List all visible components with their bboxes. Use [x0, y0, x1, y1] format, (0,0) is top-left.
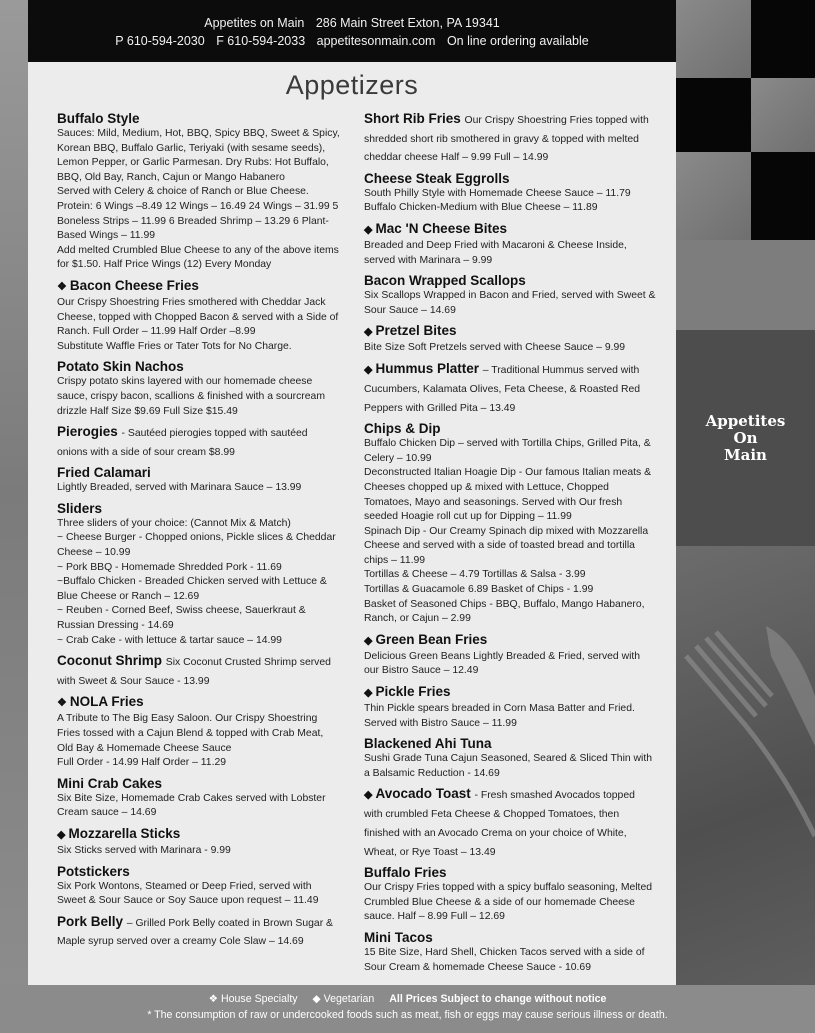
menu-item-description: Sauces: Mild, Medium, Hot, BBQ, Spicy BBQ, Sweet & Spicy, Korean BBQ, Buffalo Garlic, Teriyaki (with sesame seeds), Lemon Pepper, or Garlic Parmesan. Dry Rubs: Hot Buffalo, BBQ, Old Bay, Ranch, Cajun or Mango Habanero Served with Celery & choice of Ranch or Blue Cheese. Protein: 6 Wings –8.49 12 Wings – 16.49 24 Wings – 31.99 5 Boneless Strips – 11.99 6 Breaded Shrimp – 13.29 6 Plant-Based Wings – 11.99 Add melted Crumbled Blue Cheese to any of the above items for $1.50. Half Price Wings (12) Every Monday	[57, 128, 340, 271]
menu-item-description: Sushi Grade Tuna Cajun Seasoned, Seared & Sliced Thin with a Balsamic Reduction - 14.69	[364, 753, 653, 779]
menu-item	[364, 272, 656, 318]
house-specialty-icon: ❖	[57, 280, 67, 293]
decor-square	[751, 0, 815, 78]
menu-item-description: A Tribute to The Big Easy Saloon. Our Crispy Shoestring Fries tossed with a Cajun Blend & topped with Crab Meat, Old Bay & Homemade Cheese Sauce Full Order - 14.99 Half Order – 11.29	[57, 713, 324, 769]
menu-item-description: Six Scallops Wrapped in Bacon and Fried, served with Sweet & Sour Sauce – 14.69	[364, 290, 656, 316]
menu-item-description: Thin Pickle spears breaded in Corn Masa Batter and Fried. Served with Bistro Sauce – 11.99	[364, 703, 635, 729]
menu-item-heading	[57, 775, 340, 792]
menu-item-name: Green Bean Fries	[375, 631, 488, 647]
menu-item-description: – Traditional Hummus served with Cucumbers, Kalamata Olives, Feta Cheese, & Roasted Red Peppers with Grilled Pita – 13.49	[364, 364, 641, 414]
menu-item-name: Mac 'N Cheese Bites	[375, 220, 507, 236]
menu-item	[57, 775, 340, 821]
menu-item-name: Chips & Dip	[364, 421, 441, 437]
menu-item-name: Avocado Toast	[375, 786, 471, 802]
menu-item-description: Delicious Green Beans Lightly Breaded & Fried, served with our Bistro Sauce – 12.49	[364, 650, 641, 677]
menu-item-name: Mini Tacos	[364, 929, 433, 945]
menu-item-description: Six Sticks served with Marinara - 9.99	[57, 844, 231, 856]
menu-item-description: Our Crispy Shoestring Fries smothered with Cheddar Jack Cheese, topped with Chopped Bacon & served with a Side of Ranch. Full Order – 11.99 Half Order –8.99 Substitute Waffle Fries or Tater Tots for No Charge.	[57, 296, 339, 352]
menu-item-name: NOLA Fries	[69, 694, 144, 710]
decor-square	[676, 152, 751, 240]
vegetarian-icon: ◆	[364, 326, 373, 339]
fork-knife-icon	[676, 546, 815, 985]
menu-item-heading	[364, 420, 656, 437]
menu-item-description: Buffalo Chicken Dip – served with Tortilla Chips, Grilled Pita, & Celery – 10.99 Deconstructed Italian Hoagie Dip - Our famous Italian meats & Cheeses chopped up & mixed with Lettuce, Chopped Tomatoes, Mayo and seasonings. Served with Our fresh seeded Hoagie roll cut up for Dipping – 11.99 Spinach Dip - Our Creamy Spinach dip mixed with Mozzarella Cheese and served with a side of toasted bread and tortilla chips – 11.99 Tortillas & Cheese – 4.79 Tortillas & Salsa - 3.99 Tortillas & Guacamole 6.89 Basket of Chips - 1.99 Basket of Seasoned Chips - BBQ, Buffalo, Mango Habanero, Ranch, or Cajun – 2.99	[364, 438, 652, 625]
menu-item-heading	[364, 272, 656, 289]
menu-item-name: Buffalo Style	[57, 111, 140, 126]
menu-item-heading	[57, 277, 340, 296]
menu-item	[364, 631, 656, 679]
menu-item-heading	[57, 464, 340, 481]
left-column	[57, 110, 340, 954]
phone-number: P 610-594-2030	[115, 34, 205, 48]
menu-item-name: Blackened Ahi Tuna	[364, 736, 492, 752]
menu-item-description: Six Pork Wontons, Steamed or Deep Fried, served with Sweet & Sour Sauce or Soy Sauce upon request – 11.49	[57, 880, 319, 907]
menu-item	[57, 423, 340, 460]
vegetarian-icon: ◆	[364, 223, 373, 236]
decor-square	[751, 152, 815, 240]
decor-square	[676, 0, 751, 78]
menu-item-name: Coconut Shrimp	[57, 653, 162, 669]
menu-item	[364, 864, 656, 925]
menu-item	[364, 683, 656, 731]
decor-square	[751, 78, 815, 152]
menu-item	[364, 735, 656, 781]
menu-item-heading	[57, 825, 340, 844]
menu-item-name: Cheese Steak Eggrolls	[364, 170, 510, 186]
menu-item-name: Fried Calamari	[57, 465, 151, 481]
vegetarian-icon: ◆	[364, 363, 373, 376]
menu-item-heading	[364, 631, 656, 650]
menu-item-heading	[364, 929, 656, 946]
menu-item	[57, 693, 340, 770]
restaurant-header	[28, 0, 676, 62]
brand-block	[676, 330, 815, 546]
menu-item	[57, 358, 340, 419]
menu-item	[57, 863, 340, 909]
menu-item	[57, 110, 340, 273]
menu-item-heading	[57, 863, 340, 880]
left-margin-texture	[0, 0, 28, 985]
menu-item-description: South Philly Style with Homemade Cheese Sauce – 11.79 Buffalo Chicken-Medium with Blue Cheese – 11.89	[364, 187, 631, 214]
menu-item	[57, 277, 340, 354]
menu-item-description: – Grilled Pork Belly coated in Brown Sugar & Maple syrup served over a creamy Cole Slaw – 14.69	[57, 917, 333, 948]
menu-item-name: Pickle Fries	[375, 684, 451, 700]
menu-item-heading	[57, 423, 340, 460]
menu-item-name: Potato Skin Nachos	[57, 359, 184, 375]
menu-item	[364, 220, 656, 268]
menu-footer	[0, 985, 815, 1033]
menu-item-heading	[364, 360, 656, 416]
section-title: Appetizers	[285, 70, 419, 100]
menu-item	[364, 170, 656, 216]
menu-item-name: Mozzarella Sticks	[68, 825, 181, 841]
menu-item-heading	[364, 735, 656, 752]
menu-item-heading	[364, 110, 656, 166]
menu-item-heading	[364, 322, 656, 341]
house-specialty-legend: ❖ House Specialty	[208, 993, 298, 1005]
menu-item-description: - Sautéed pierogies topped with sautéed onions with a side of sour cream $8.99	[57, 428, 308, 458]
menu-item-heading	[57, 652, 340, 689]
menu-item-name: Potstickers	[57, 863, 130, 879]
menu-item-description: Three sliders of your choice: (Cannot Mix & Match) ~ Cheese Burger - Chopped onions, Pickle slices & Cheddar Cheese – 10.99 ~ Pork BBQ - Homemade Shredded Pork - 11.69 ~Buffalo Chicken - Breaded Chicken served with Lettuce & Blue Cheese or Ranch – 12.69 ~ Reuben - Corned Beef, Swiss cheese, Sauerkraut & Russian Dressing - 14.69 ~ Crab Cake - with lettuce & tartar sauce – 14.99	[57, 517, 336, 646]
menu-item	[57, 652, 340, 689]
menu-item-description: - Fresh smashed Avocados topped with crumbled Feta Cheese & Chopped Tomatoes, then finished with an Avocado Crema on your choice of White, Wheat, or Rye Toast – 13.49	[364, 790, 635, 858]
vegetarian-icon: ◆	[57, 828, 66, 841]
menu-item-name: Pork Belly	[57, 913, 124, 929]
menu-item-description: Breaded and Deep Fried with Macaroni & Cheese Inside, served with Marinara – 9.99	[364, 239, 627, 266]
brand-logo-text: Appetites On Main	[705, 411, 786, 464]
house-specialty-icon: ❖	[57, 697, 67, 710]
menu-item-name: Sliders	[57, 500, 103, 516]
menu-item-heading	[364, 170, 656, 187]
vegetarian-icon: ◆	[364, 634, 373, 647]
menu-panel	[28, 62, 676, 985]
menu-item-description: 15 Bite Size, Hard Shell, Chicken Tacos served with a side of Sour Cream & homemade Cheese Sauce - 10.69	[364, 946, 645, 973]
menu-item-heading	[364, 785, 656, 860]
restaurant-address: 286 Main Street Exton, PA 19341	[315, 16, 500, 30]
menu-item-description: Six Coconut Crusted Shrimp served with Sweet & Sour Sauce - 13.99	[57, 657, 331, 687]
menu-item-name: Pretzel Bites	[375, 323, 457, 339]
online-ordering-note: On line ordering available	[446, 34, 589, 48]
menu-item	[364, 929, 656, 975]
menu-item-name: Mini Crab Cakes	[57, 775, 163, 791]
menu-item-description: Six Bite Size, Homemade Crab Cakes served with Lobster Cream sauce – 14.69	[57, 792, 326, 819]
menu-item-heading	[57, 693, 340, 712]
menu-item-heading	[57, 500, 340, 517]
vegetarian-icon: ◆	[364, 687, 373, 700]
menu-item	[57, 500, 340, 648]
menu-item-heading	[364, 220, 656, 239]
menu-item	[364, 420, 656, 627]
restaurant-name: Appetites on Main	[204, 16, 305, 30]
menu-item-heading	[364, 683, 656, 702]
menu-item-description: Lightly Breaded, served with Marinara Sauce – 13.99	[57, 482, 302, 494]
menu-item-description: Bite Size Soft Pretzels served with Cheese Sauce – 9.99	[364, 342, 626, 354]
price-disclaimer: All Prices Subject to change without notice	[389, 993, 607, 1005]
menu-item-name: Bacon Wrapped Scallops	[364, 273, 526, 289]
menu-item-name: Bacon Cheese Fries	[69, 277, 199, 293]
right-column	[364, 110, 656, 979]
menu-item	[57, 464, 340, 496]
menu-item-name: Pierogies	[57, 424, 118, 440]
cutlery-decor	[676, 546, 815, 985]
food-safety-warning: * The consumption of raw or undercooked foods such as meat, fish or eggs may cause serious illness or death.	[147, 1009, 668, 1021]
vegetarian-legend: ◆ Vegetarian	[312, 993, 375, 1005]
website-link[interactable]: appetitesonmain.com	[316, 34, 436, 48]
menu-item-heading	[57, 110, 340, 127]
decor-square	[676, 240, 815, 330]
menu-item-name: Hummus Platter	[375, 360, 479, 376]
menu-item-heading	[57, 358, 340, 375]
decor-square	[676, 78, 751, 152]
menu-item	[57, 913, 340, 950]
menu-item	[364, 110, 656, 166]
menu-item-heading	[57, 913, 340, 950]
fax-number: F 610-594-2033	[216, 34, 306, 48]
menu-item-description: Our Crispy Fries topped with a spicy buffalo seasoning, Melted Crumbled Blue Cheese & a side of our homemade Cheese sauce. Half – 8.99 Full – 12.69	[364, 882, 653, 923]
menu-item-name: Short Rib Fries	[364, 111, 461, 126]
menu-item	[364, 322, 656, 356]
menu-item	[364, 360, 656, 416]
menu-item-description: Crispy potato skins layered with our homemade cheese sauce, crispy bacon, scallions & finished with a sourcream drizzle Half Size $9.69 Full Size $15.49	[57, 376, 325, 417]
menu-item	[364, 785, 656, 860]
menu-item-name: Buffalo Fries	[364, 865, 447, 881]
menu-item-description: Our Crispy Shoestring Fries topped with shredded short rib smothered in gravy & topped with melted cheddar cheese Half – 9.99 Full – 14.99	[364, 115, 649, 164]
menu-item-heading	[364, 864, 656, 881]
menu-item	[57, 825, 340, 859]
vegetarian-icon: ◆	[364, 789, 373, 802]
